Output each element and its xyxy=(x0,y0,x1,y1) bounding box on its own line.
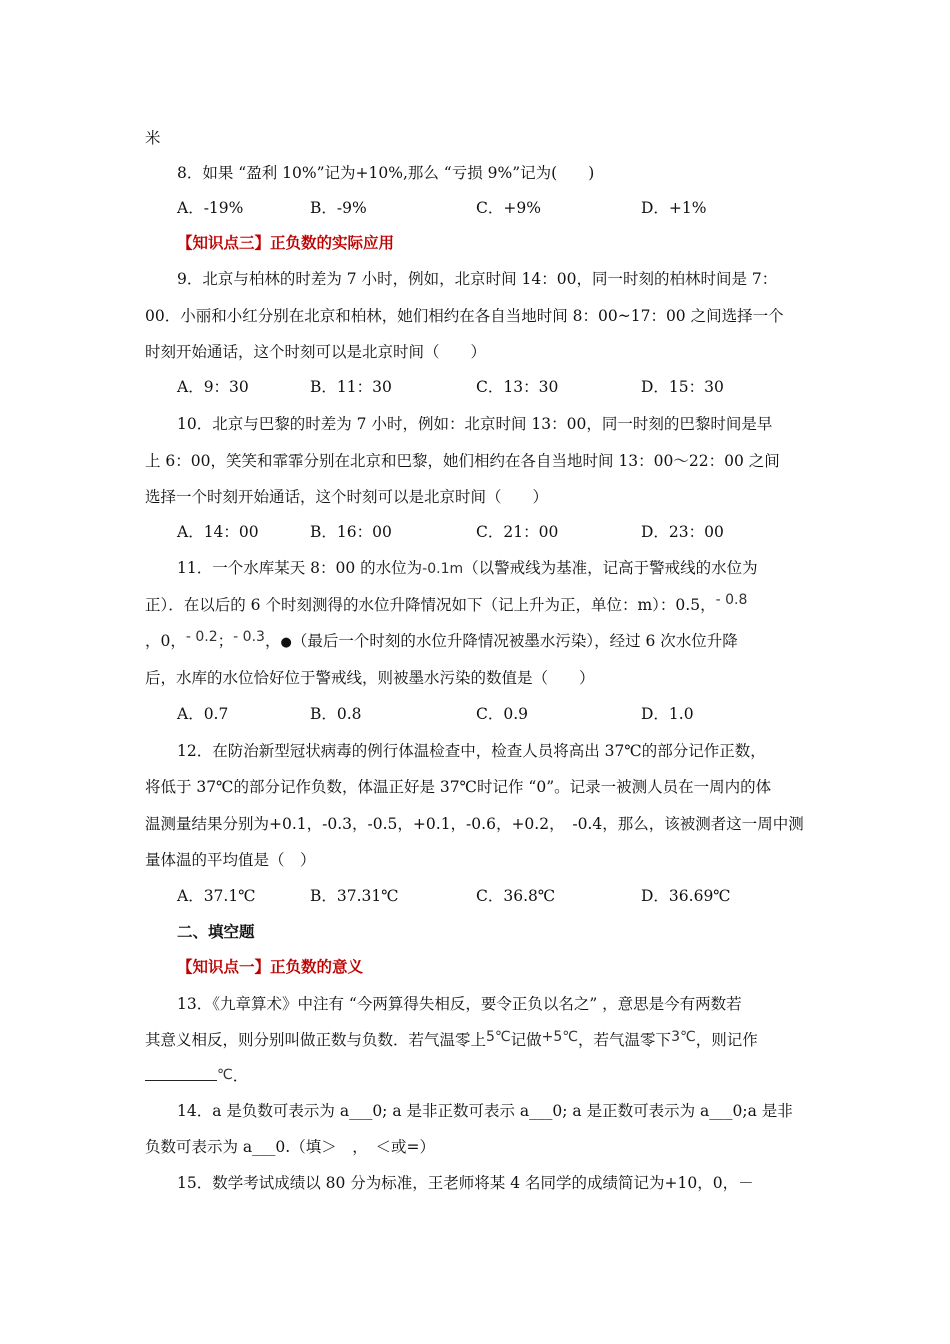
q11-change-value: - 0.2 xyxy=(185,629,218,645)
q14-line-2 xyxy=(145,1136,435,1158)
q13-text: ，则记作 xyxy=(695,1031,758,1049)
q11-option-b: B．0.8 xyxy=(310,705,362,723)
q11-line-3 xyxy=(145,630,738,654)
q13-text: ． xyxy=(232,1067,249,1085)
q14-blank[interactable]: ___ xyxy=(529,1102,553,1120)
q12-line-4: 量体温的平均值是（ ） xyxy=(145,851,316,869)
q11-option-a: A．0.7 xyxy=(177,705,229,723)
q10-option-d: D．23：00 xyxy=(641,523,724,541)
q11-line-4: 后，水库的水位恰好位于警戒线，则被墨水污染的数值是（ ） xyxy=(145,669,595,687)
q10-option-b: B．16：00 xyxy=(310,523,392,541)
q8-stem: 8．如果 “盈利 10%”记为+10%,那么 “亏损 9%”记为( ) xyxy=(177,164,595,182)
q11-change-value: - 0.8 xyxy=(715,592,748,608)
q12-option-c: C．36.8℃ xyxy=(476,887,556,905)
q9-option-c: C．13：30 xyxy=(476,378,559,396)
q14-text: 0;a 是非 xyxy=(732,1102,793,1120)
q11-text: （以警戒线为基准，记高于警戒线的水位为 xyxy=(463,559,758,577)
q13-text: ，若气温零下 xyxy=(578,1031,672,1049)
q11-text: ， xyxy=(264,632,281,650)
q13-math: 3℃ xyxy=(671,1029,696,1045)
part-heading-fill-in: 二、填空题 xyxy=(177,922,255,941)
q11-text: （最后一个时刻的水位升降情况被墨水污染），经过 6 次水位升降 xyxy=(291,632,738,650)
q11-line-1 xyxy=(177,557,758,580)
q8-option-b: B．-9% xyxy=(310,199,367,217)
q11-text: ，0， xyxy=(145,632,186,650)
q11-text: 正）．在以后的 6 个时刻测得的水位升降情况如下（记上升为正，单位：m）：0.5， xyxy=(145,596,716,614)
q13-math: 5℃ xyxy=(486,1029,511,1045)
q14-text: 0; a 是非正数可表示 a xyxy=(372,1102,530,1120)
q13-line-1: 13．《九章算术》中注有 “今两算得失相反，要令正负以名之” ，意思是今有两数若 xyxy=(177,995,742,1013)
q9-option-b: B．11：30 xyxy=(310,378,392,396)
q14-text: 14．a 是负数可表示为 a xyxy=(177,1102,350,1120)
q10-line-3: 选择一个时刻开始通话，这个时刻可以是北京时间（ ） xyxy=(145,488,549,506)
q12-line-2: 将低于 37℃的部分记作负数，体温正好是 37℃时记作 “0”。记录一被测人员在一周内的体 xyxy=(145,778,772,796)
q11-option-c: C．0.9 xyxy=(476,705,529,723)
q13-line-3 xyxy=(145,1065,248,1088)
ink-blot-icon: ● xyxy=(280,635,292,650)
q11-change-value: - 0.3 xyxy=(233,629,265,645)
q12-option-d: D．36.69℃ xyxy=(641,887,731,905)
q13-answer-blank[interactable] xyxy=(145,1065,217,1081)
q11-option-d: D．1.0 xyxy=(641,705,694,723)
q10-option-a: A．14：00 xyxy=(177,523,259,541)
q11-text: ； xyxy=(217,632,234,650)
q14-blank[interactable]: ___ xyxy=(252,1138,276,1156)
q9-option-a: A．9：30 xyxy=(177,378,249,396)
q13-line-2 xyxy=(145,1029,758,1052)
q11-text: 11．一个水库某天 8：00 的水位为 xyxy=(177,559,423,577)
q11-initial-level: -0.1m xyxy=(422,561,464,577)
q14-line-1 xyxy=(177,1100,793,1122)
q12-line-3: 温测量结果分别为+0.1，-0.3，-0.5，+0.1，-0.6，+0.2， -0.4，那么，该被测者这一周中测 xyxy=(145,815,804,833)
q8-option-c: C．+9% xyxy=(476,199,541,217)
q9-line-3: 时刻开始通话，这个时刻可以是北京时间（ ） xyxy=(145,343,487,361)
q13-unit: ℃ xyxy=(217,1067,233,1083)
section-heading-1: 【知识点一】正负数的意义 xyxy=(177,957,364,976)
q9-line-2: 00．小丽和小红分别在北京和柏林，她们相约在各自当地时间 8：00~17：00 之间选择一个 xyxy=(145,307,784,325)
q10-line-2: 上 6：00，笑笑和霏霏分别在北京和巴黎，她们相约在各自当地时间 13：00～22：00 之间 xyxy=(145,452,780,470)
q12-option-b: B．37.31℃ xyxy=(310,887,399,905)
q8-option-a: A．-19% xyxy=(177,199,244,217)
q13-text: 其意义相反，则分别叫做正数与负数．若气温零上 xyxy=(145,1031,487,1049)
q14-text: 0; a 是正数可表示为 a xyxy=(552,1102,710,1120)
q14-text: 0.（填＞ ， ＜或=） xyxy=(275,1138,435,1156)
top-fragment: 米 xyxy=(145,129,161,147)
q15-line-1: 15．数学考试成绩以 80 分为标准，王老师将某 4 名同学的成绩简记为+10，0，－ xyxy=(177,1174,754,1192)
q9-option-d: D．15：30 xyxy=(641,378,724,396)
q13-text: 记做 xyxy=(510,1031,542,1049)
q10-option-c: C．21：00 xyxy=(476,523,559,541)
q10-line-1: 10．北京与巴黎的时差为 7 小时，例如：北京时间 13：00，同一时刻的巴黎时间是早 xyxy=(177,415,773,433)
q11-line-2 xyxy=(145,594,747,617)
q14-text: 负数可表示为 a xyxy=(145,1138,253,1156)
q8-option-d: D．+1% xyxy=(641,199,707,217)
q13-math: +5℃ xyxy=(541,1029,579,1045)
q14-blank[interactable]: ___ xyxy=(349,1102,373,1120)
q14-blank[interactable]: ___ xyxy=(709,1102,733,1120)
q12-option-a: A．37.1℃ xyxy=(177,887,256,905)
q12-line-1: 12．在防治新型冠状病毒的例行体温检查中，检查人员将高出 37℃的部分记作正数， xyxy=(177,742,766,760)
section-heading-3: 【知识点三】正负数的实际应用 xyxy=(177,233,395,252)
q9-line-1: 9．北京与柏林的时差为 7 小时，例如，北京时间 14：00，同一时刻的柏林时间是 7： xyxy=(177,270,778,288)
